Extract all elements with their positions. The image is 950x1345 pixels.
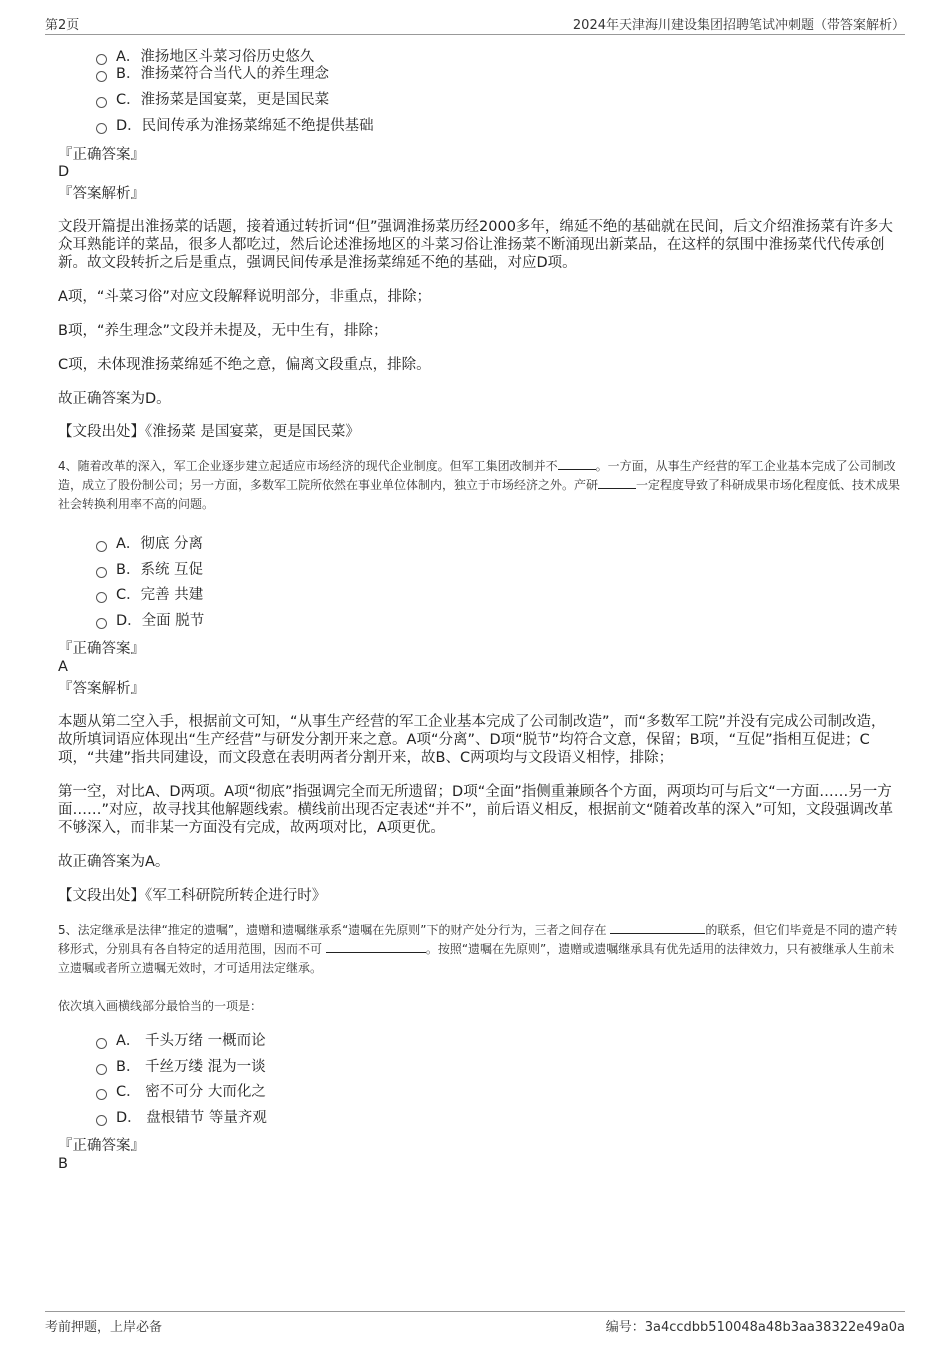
q5-option-d[interactable]: D． 盘根错节 等量齐观: [96, 1108, 267, 1128]
q5-option-b[interactable]: B． 千丝万缕 混为一谈: [96, 1057, 266, 1077]
page-header: [45, 14, 905, 35]
q5-option-a[interactable]: A． 千头万绪 一概而论: [96, 1031, 266, 1051]
q4-option-a[interactable]: A．彻底 分离: [96, 534, 203, 554]
page-number: 第2页: [45, 18, 80, 33]
q3-source: 【文段出处】《淮扬菜 是国宴菜，更是国民菜》: [58, 424, 360, 440]
radio-icon[interactable]: [96, 97, 107, 108]
q5-stem: 5、法定继承是法律“推定的遗嘱”，遗赠和遗嘱继承系“遗嘱在先原则”下的财产处分行为，三者之间存在 的联系，但它们毕竟是不同的遗产转移形式，分别具有各自特定的适用范围，因而不可 。按照“遗嘱在先原则”，遗赠或遗嘱继承具有优先适用的法律效力，只有被继承人生前未立遗嘱或者所立遗嘱无效时，才可适用法定继承。: [58, 923, 898, 975]
radio-icon[interactable]: [96, 618, 107, 629]
q3-option-a[interactable]: A．淮扬地区斗菜习俗历史悠久: [96, 47, 314, 67]
fill-blank: [610, 921, 705, 934]
q4-option-b[interactable]: B．系统 互促: [96, 560, 203, 580]
q4-stem: 4、随着改革的深入，军工企业逐步建立起适应市场经济的现代企业制度。但军工集团改制并不 。一方面，从事生产经营的军工企业基本完成了公司制改造，成立了股份制公司；另一方面，多数军工院所依然在事业单位体制内，独立于市场经济之外。产研 一定程度导致了科研成果市场化程度低、技术成果社会转换利用率不高的问题。: [58, 459, 901, 511]
q4-option-d[interactable]: D．全面 脱节: [96, 611, 204, 631]
document-id: 编号：3a4ccdbb510048a48b3aa38322e49a0a: [605, 1320, 905, 1335]
q3-option-b[interactable]: B．淮扬菜符合当代人的养生理念: [96, 64, 329, 84]
q3-answer-label: 『正确答案』: [58, 147, 145, 163]
q4-conclusion: 故正确答案为A。: [58, 854, 170, 870]
q3-analysis-para: C项，未体现淮扬菜绵延不绝之意，偏离文段重点，排除。: [58, 357, 431, 373]
q3-answer: D: [58, 164, 70, 180]
fill-blank: [326, 940, 426, 953]
q4-source: 【文段出处】《军工科研院所转企进行时》: [58, 888, 327, 904]
radio-icon[interactable]: [96, 71, 107, 82]
q4-option-c[interactable]: C．完善 共建: [96, 585, 203, 605]
fill-blank: [558, 457, 596, 470]
page-footer: [45, 1311, 905, 1338]
q3-option-d[interactable]: D．民间传承为淮扬菜绵延不绝提供基础: [96, 116, 374, 136]
q4-analysis-para: 本题从第二空入手，根据前文可知，“从事生产经营的军工企业基本完成了公司制改造”，而“多数军工院”并没有完成公司制改造，故所填词语应体现出“生产经营”与研发分割开来之意。A项“分离”、D项“脱节”均符合文意，保留；B项，“互促”指相互促进；C项，“共建”指共同建设，而文段意在表明两者分割开来，故B、C两项均与文段语义相悖，排除；: [58, 714, 886, 766]
q4-analysis-para: 第一空，对比A、D两项。A项“彻底”指强调完全而无所遗留；D项“全面”指侧重兼顾各个方面，两项均可与后文“一方面……另一方面……”对应，故寻找其他解题线索。横线前出现否定表述“并不”，前后语义相反，根据前文“随着改革的深入”可知，文段强调改革不够深入，而非某一方面没有完成，故两项对比，A项更优。: [58, 784, 894, 836]
q5-answer-label: 『正确答案』: [58, 1138, 145, 1154]
q3-analysis-para: 文段开篇提出淮扬菜的话题，接着通过转折词“但”强调淮扬菜历经2000多年，绵延不绝的基础就在民间，后文介绍淮扬菜有许多大众耳熟能详的菜品，很多人都吃过，然后论述淮扬地区的斗菜习俗让淮扬菜不断涌现出新菜品，在这样的氛围中淮扬菜代代传承创新。故文段转折之后是重点，强调民间传承是淮扬菜绵延不绝的基础，对应D项。: [58, 219, 893, 271]
q5-answer: B: [58, 1156, 68, 1172]
q4-analysis-label: 『答案解析』: [58, 681, 145, 697]
radio-icon[interactable]: [96, 1038, 107, 1049]
radio-icon[interactable]: [96, 123, 107, 134]
radio-icon[interactable]: [96, 592, 107, 603]
radio-icon[interactable]: [96, 1115, 107, 1126]
fill-blank: [598, 476, 636, 489]
q3-analysis-para: B项，“养生理念”文段并未提及，无中生有，排除；: [58, 323, 388, 339]
q4-answer-label: 『正确答案』: [58, 641, 145, 657]
radio-icon[interactable]: [96, 54, 107, 65]
q5-prompt: 依次填入画横线部分最恰当的一项是：: [58, 999, 263, 1013]
radio-icon[interactable]: [96, 1064, 107, 1075]
q3-option-c[interactable]: C．淮扬菜是国宴菜，更是国民菜: [96, 90, 329, 110]
q3-conclusion: 故正确答案为D。: [58, 391, 171, 407]
q3-analysis-para: A项，“斗菜习俗”对应文段解释说明部分，非重点，排除；: [58, 289, 431, 305]
q3-analysis-label: 『答案解析』: [58, 186, 145, 202]
radio-icon[interactable]: [96, 567, 107, 578]
footer-slogan: 考前押题，上岸必备: [45, 1320, 163, 1335]
q4-answer: A: [58, 659, 68, 675]
radio-icon[interactable]: [96, 1089, 107, 1100]
q5-option-c[interactable]: C． 密不可分 大而化之: [96, 1082, 266, 1102]
document-title: 2024年天津海川建设集团招聘笔试冲刺题（带答案解析）: [572, 18, 905, 33]
radio-icon[interactable]: [96, 541, 107, 552]
